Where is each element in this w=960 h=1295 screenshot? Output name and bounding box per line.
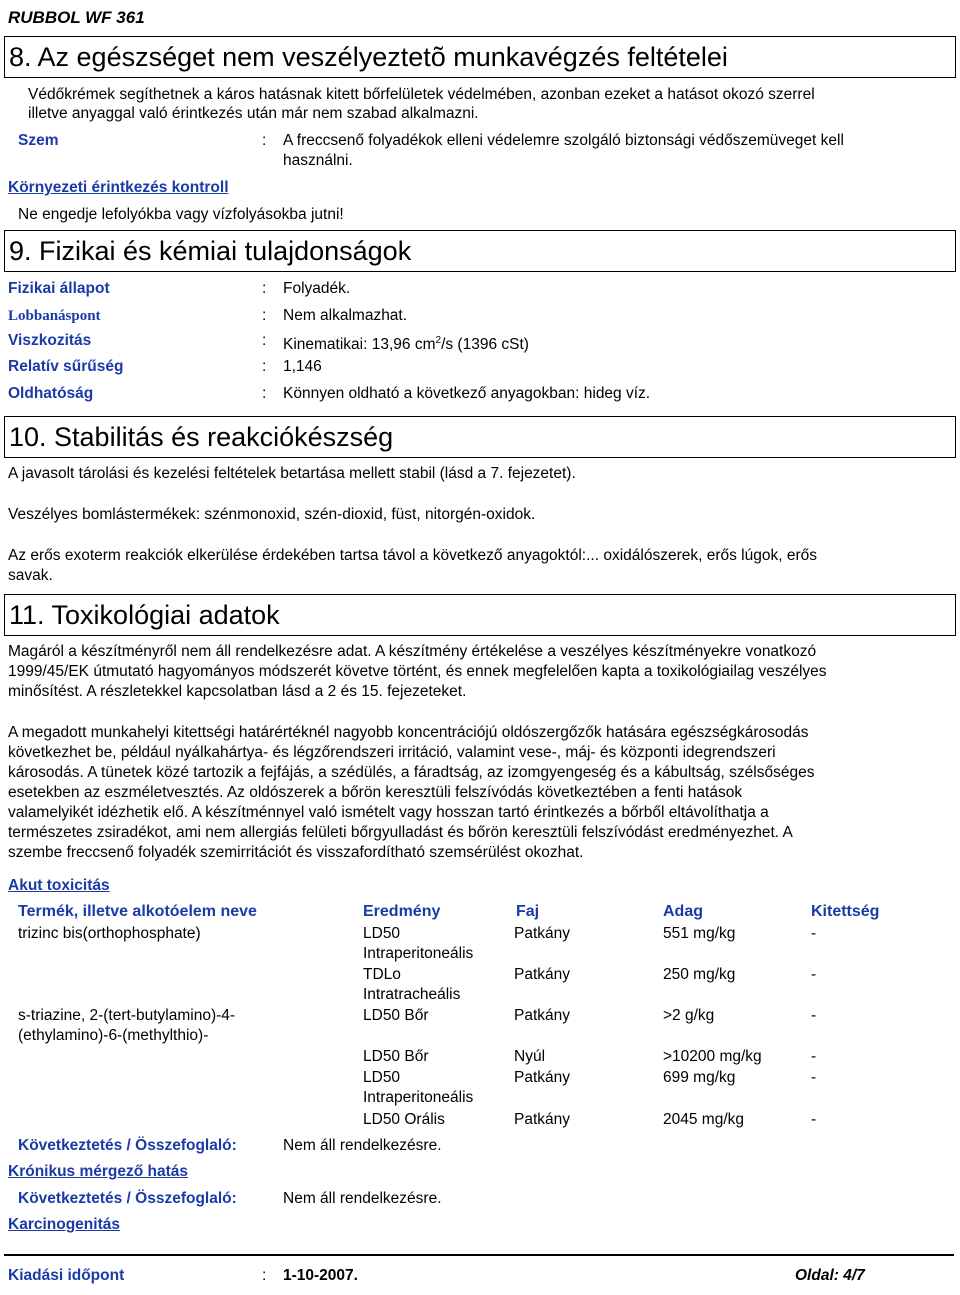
table-row-result-route: Intratracheális: [363, 986, 461, 1003]
section-11-p1-line1: Magáról a készítményről nem áll rendelkezésre adat. A készítmény értékelése a veszélyes készítményekre vonatkozó: [8, 643, 817, 660]
table-header-dose: Adag: [663, 903, 703, 920]
table-row-dose: 551 mg/kg: [663, 925, 736, 942]
table-row-species: Patkány: [514, 1069, 571, 1086]
section-10-heading-box: [4, 416, 956, 458]
prop-colon: :: [262, 385, 267, 402]
section-10-title: 10. Stabilitás és reakciókészség: [9, 422, 394, 452]
table-row-species: Patkány: [514, 1007, 571, 1024]
environmental-exposure-heading: Környezeti érintkezés kontroll: [8, 179, 229, 196]
prop-value-viscosity: [283, 331, 529, 355]
section-11-heading-box: [4, 594, 956, 636]
section-11-p2-line1: A megadott munkahelyi kitettségi határértéknél nagyobb koncentrációjú oldószergőzők hatására egészségkárosodás: [8, 724, 809, 741]
table-row-result-route: Intraperitoneális: [363, 945, 474, 962]
section-8-intro-line1: Védőkrémek segíthetnek a káros hatásnak kitett bőrfelületek védelmében, azonban ezeket a hatásot okozó szerrel: [28, 86, 815, 103]
table-row-product: s-triazine, 2-(tert-butylamino)-4-: [18, 1007, 236, 1024]
section-11-p2-line7: szembe freccsenő folyadék szemirritációt és visszafordítható szemsérülést okozhat.: [8, 844, 584, 861]
table-row-result: LD50: [363, 925, 401, 942]
eye-protection-text-line1: A freccsenő folyadékok elleni védelemre szolgáló biztonsági védőszemüveget kell: [283, 132, 844, 149]
prop-colon: :: [262, 358, 267, 375]
table-row-result: LD50 Bőr: [363, 1048, 429, 1065]
environmental-exposure-text: Ne engedje lefolyókba vagy vízfolyásokba jutni!: [18, 206, 344, 223]
prop-value-solubility: Könnyen oldható a következő anyagokban: hideg víz.: [283, 385, 651, 402]
table-row-species: Nyúl: [514, 1048, 546, 1065]
section-11-p2-line2: következhet be, például nyálkahártya- és légzőrendszeri irritáció, valamint vese-, máj- és központi idegrendszeri: [8, 744, 776, 761]
table-row-species: Patkány: [514, 925, 571, 942]
table-row-exposure: -: [811, 1048, 817, 1065]
eye-colon: :: [262, 132, 267, 149]
table-header-species: Faj: [516, 903, 540, 920]
eye-protection-text-line2: használni.: [283, 152, 353, 169]
section-10-p3-line1: Az erős exoterm reakciók elkerülése érdekében tartsa távol a következő anyagoktól:... oxidálószerek, erős lúgok, erős: [8, 547, 817, 564]
table-header-exposure: Kitettség: [811, 903, 880, 920]
viscosity-superscript: 2: [435, 335, 442, 346]
chronic-conclusion-label: Következtetés / Összefoglaló:: [18, 1190, 237, 1207]
section-11-title: 11. Toxikológiai adatok: [9, 600, 280, 630]
prop-label-physical-state: Fizikai állapot: [8, 280, 110, 297]
acute-conclusion-label: Következtetés / Összefoglaló:: [18, 1137, 237, 1154]
table-row-species: Patkány: [514, 1111, 571, 1128]
table-row-dose: >10200 mg/kg: [663, 1048, 762, 1065]
acute-toxicity-heading: Akut toxicitás: [8, 877, 110, 894]
viscosity-value-main: Kinematikai: 13,96 cm: [283, 336, 436, 354]
table-row-result: LD50 Bőr: [363, 1007, 429, 1024]
section-8-heading-box: [4, 36, 956, 78]
section-10-p3-line2: savak.: [8, 567, 53, 584]
table-header-product: Termék, illetve alkotóelem neve: [18, 903, 257, 920]
section-9-title: 9. Fizikai és kémiai tulajdonságok: [9, 236, 412, 266]
chronic-toxicity-heading: Krónikus mérgező hatás: [8, 1163, 189, 1180]
footer-issue-label: Kiadási időpont: [8, 1267, 125, 1284]
footer-issue-date: 1-10-2007.: [283, 1267, 358, 1284]
section-9-heading-box: [4, 230, 956, 272]
section-10-p2: Veszélyes bomlástermékek: szénmonoxid, szén-dioxid, füst, nitorgén-oxidok.: [8, 506, 536, 523]
prop-label-relative-density: Relatív sűrűség: [8, 358, 124, 375]
table-row-result: LD50 Orális: [363, 1111, 445, 1128]
acute-conclusion-value: Nem áll rendelkezésre.: [283, 1137, 442, 1154]
prop-label-flash-point: Lobbanáspont: [8, 308, 101, 324]
carcinogenicity-heading: Karcinogenitás: [8, 1216, 120, 1233]
table-row-product: trizinc bis(orthophosphate): [18, 925, 201, 942]
prop-label-viscosity: Viszkozitás: [8, 332, 92, 349]
table-row-exposure: -: [811, 1007, 817, 1024]
prop-label-solubility: Oldhatóság: [8, 385, 94, 402]
footer-page-number: Oldal: 4/7: [795, 1267, 865, 1284]
section-8-intro-line2: illetve anyaggal való érintkezés után már nem szabad alkalmazni.: [28, 105, 479, 122]
footer-colon: :: [262, 1267, 267, 1284]
section-11-p1-line3: minősítést. A részletekkel kapcsolatban lásd a 2 és 15. fejezeteket.: [8, 683, 467, 700]
table-row-product-cont: (ethylamino)-6-(methylthio)-: [18, 1027, 209, 1044]
table-row-dose: 2045 mg/kg: [663, 1111, 744, 1128]
section-11-p1-line2: 1999/45/EK útmutató hagyományos módszerét követve történt, és ennek megfelelően kapta a toxikológiailag veszélyes: [8, 663, 827, 680]
prop-colon: :: [262, 332, 267, 349]
section-11-p2-line3: károsodás. A tünetek közé tartozik a fejfájás, a szédülés, a fáradtság, az izomgyengeség és a kábultság, szélsőséges: [8, 764, 815, 781]
prop-value-flash-point: Nem alkalmazhat.: [283, 307, 408, 324]
footer-divider: [4, 1254, 954, 1256]
table-row-result: TDLo: [363, 966, 401, 983]
prop-colon: :: [262, 307, 267, 324]
document-header-product: RUBBOL WF 361: [8, 8, 145, 27]
table-row-dose: 250 mg/kg: [663, 966, 736, 983]
table-row-result-route: Intraperitoneális: [363, 1089, 474, 1106]
section-11-p2-line4: esetekben az eszméletvesztés. Az oldószerek a bőrön keresztüli felszívódás következtében a fenti hatások: [8, 784, 743, 801]
table-row-exposure: -: [811, 1111, 817, 1128]
table-row-result: LD50: [363, 1069, 401, 1086]
section-11-p2-line5: valamelyikét idézhetik elő. A készítménnyel való ismételt vagy hosszan tartó érintkezés a bőrből eltávolíthatja a: [8, 804, 769, 821]
prop-colon: :: [262, 280, 267, 297]
prop-value-relative-density: 1,146: [283, 358, 322, 375]
table-row-exposure: -: [811, 925, 817, 942]
prop-value-physical-state: Folyadék.: [283, 280, 351, 297]
table-row-species: Patkány: [514, 966, 571, 983]
viscosity-value-unit: /s (1396 cSt): [441, 336, 529, 354]
section-11-p2-line6: természetes zsiradékot, ami nem allergiás felületi bőrgyulladást és bőrön keresztüli felszívódást eredményezhet. A: [8, 824, 793, 841]
section-8-title: 8. Az egészséget nem veszélyeztetõ munkavégzés feltételei: [9, 42, 728, 72]
eye-protection-label: Szem: [18, 132, 59, 149]
table-row-exposure: -: [811, 966, 817, 983]
chronic-conclusion-value: Nem áll rendelkezésre.: [283, 1190, 442, 1207]
section-10-p1: A javasolt tárolási és kezelési feltételek betartása mellett stabil (lásd a 7. fejezetet).: [8, 465, 576, 482]
table-row-dose: 699 mg/kg: [663, 1069, 736, 1086]
table-row-exposure: -: [811, 1069, 817, 1086]
table-header-result: Eredmény: [363, 903, 441, 920]
table-row-dose: >2 g/kg: [663, 1007, 715, 1024]
